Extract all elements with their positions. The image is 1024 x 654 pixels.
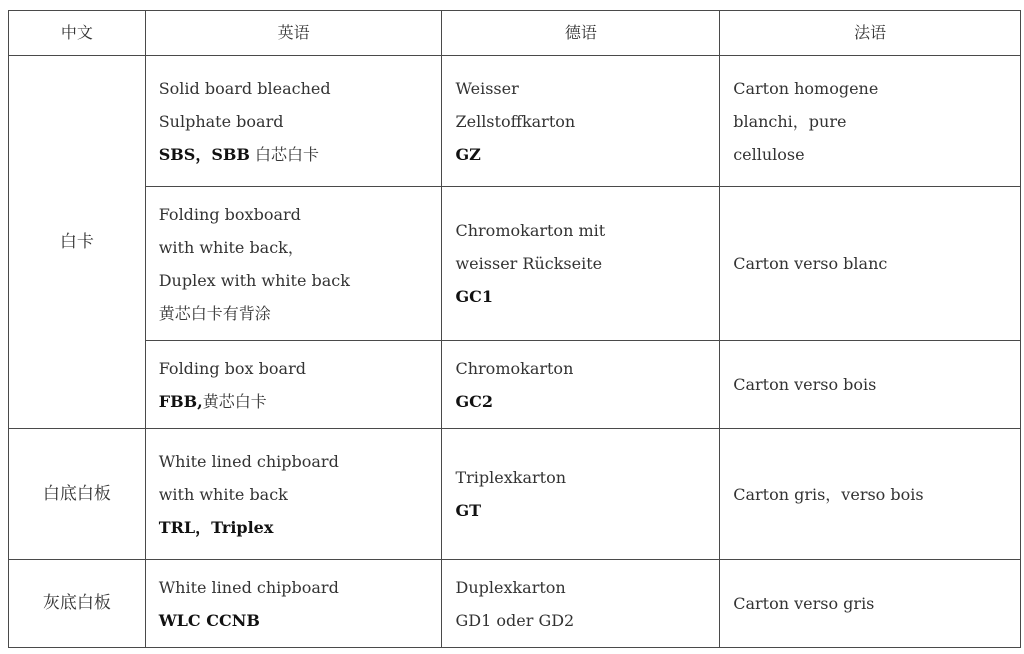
header-german: 德语: [442, 11, 720, 56]
german-line: Chromokarton: [455, 358, 574, 378]
german-line: Weisser: [455, 78, 519, 98]
german-cell: [442, 341, 720, 429]
french-line: Carton homogene: [733, 78, 879, 98]
french-cell: [720, 341, 1021, 429]
german-code: GC1: [455, 287, 494, 306]
english-code-line: [159, 385, 442, 418]
document-page: [8, 10, 1021, 648]
english-line: Folding boxboard: [158, 204, 301, 224]
english-line: White lined chipboard: [158, 577, 339, 597]
french-cell: [720, 187, 1021, 341]
french-line: blanchi，pure: [733, 111, 847, 131]
english-cell: [145, 187, 442, 341]
german-line: weisser Rückseite: [455, 254, 603, 273]
german-cell: [442, 429, 720, 560]
table-row: [9, 560, 1021, 648]
french-line: Carton gris，verso bois: [733, 484, 924, 504]
english-line: 黄芯白卡有背涂: [158, 303, 271, 323]
english-code: WLC CCNB: [158, 610, 260, 630]
english-cell: [145, 560, 442, 648]
german-line: Duplexkarton: [455, 577, 566, 597]
german-line: GD1 oder GD2: [455, 610, 575, 630]
table-row: [9, 341, 1021, 429]
english-code-chinese: 白芯白卡: [255, 144, 320, 164]
header-row: [9, 11, 1021, 56]
english-line: Sulphate board: [158, 111, 284, 131]
french-cell: [720, 560, 1021, 648]
header-french: 法语: [720, 11, 1021, 56]
english-line: with white back: [158, 484, 288, 504]
table-row: [9, 429, 1021, 560]
english-line: Duplex with white back: [158, 270, 350, 290]
header-english: 英语: [145, 11, 442, 56]
english-code-chinese: 黄芯白卡: [202, 391, 267, 411]
french-cell: [720, 56, 1021, 187]
english-line: Folding box board: [158, 358, 306, 378]
english-cell: [145, 341, 442, 429]
german-line: Chromokarton mit: [455, 221, 606, 240]
chinese-cell: 白卡: [9, 56, 146, 429]
german-line: Zellstoffkarton: [455, 111, 576, 131]
paperboard-terminology-table: [8, 10, 1021, 648]
english-code: SBS，SBB: [158, 144, 250, 164]
english-cell: [145, 56, 442, 187]
german-code: GT: [455, 501, 482, 520]
french-line: Carton verso bois: [733, 375, 877, 394]
table-row: [9, 56, 1021, 187]
english-line: White lined chipboard: [158, 451, 339, 471]
english-cell: [145, 429, 442, 560]
english-code-line: [159, 138, 442, 171]
french-line: Carton verso gris: [733, 594, 875, 613]
chinese-cell: 白底白板: [9, 429, 146, 560]
english-line: Solid board bleached: [158, 78, 331, 98]
header-chinese: 中文: [9, 11, 146, 56]
english-line: with white back，: [158, 237, 304, 257]
english-code: TRL，Triplex: [158, 517, 274, 537]
french-line: Carton verso blanc: [733, 254, 888, 273]
chinese-cell: 灰底白板: [9, 560, 146, 648]
german-line: Triplexkarton: [455, 468, 567, 487]
german-cell: [442, 560, 720, 648]
french-line: cellulose: [733, 144, 805, 164]
french-cell: [720, 429, 1021, 560]
english-code: FBB,: [158, 391, 203, 411]
german-code: GC2: [455, 391, 494, 411]
table-row: [9, 187, 1021, 341]
german-cell: [442, 187, 720, 341]
german-code: GZ: [455, 144, 481, 164]
german-cell: [442, 56, 720, 187]
